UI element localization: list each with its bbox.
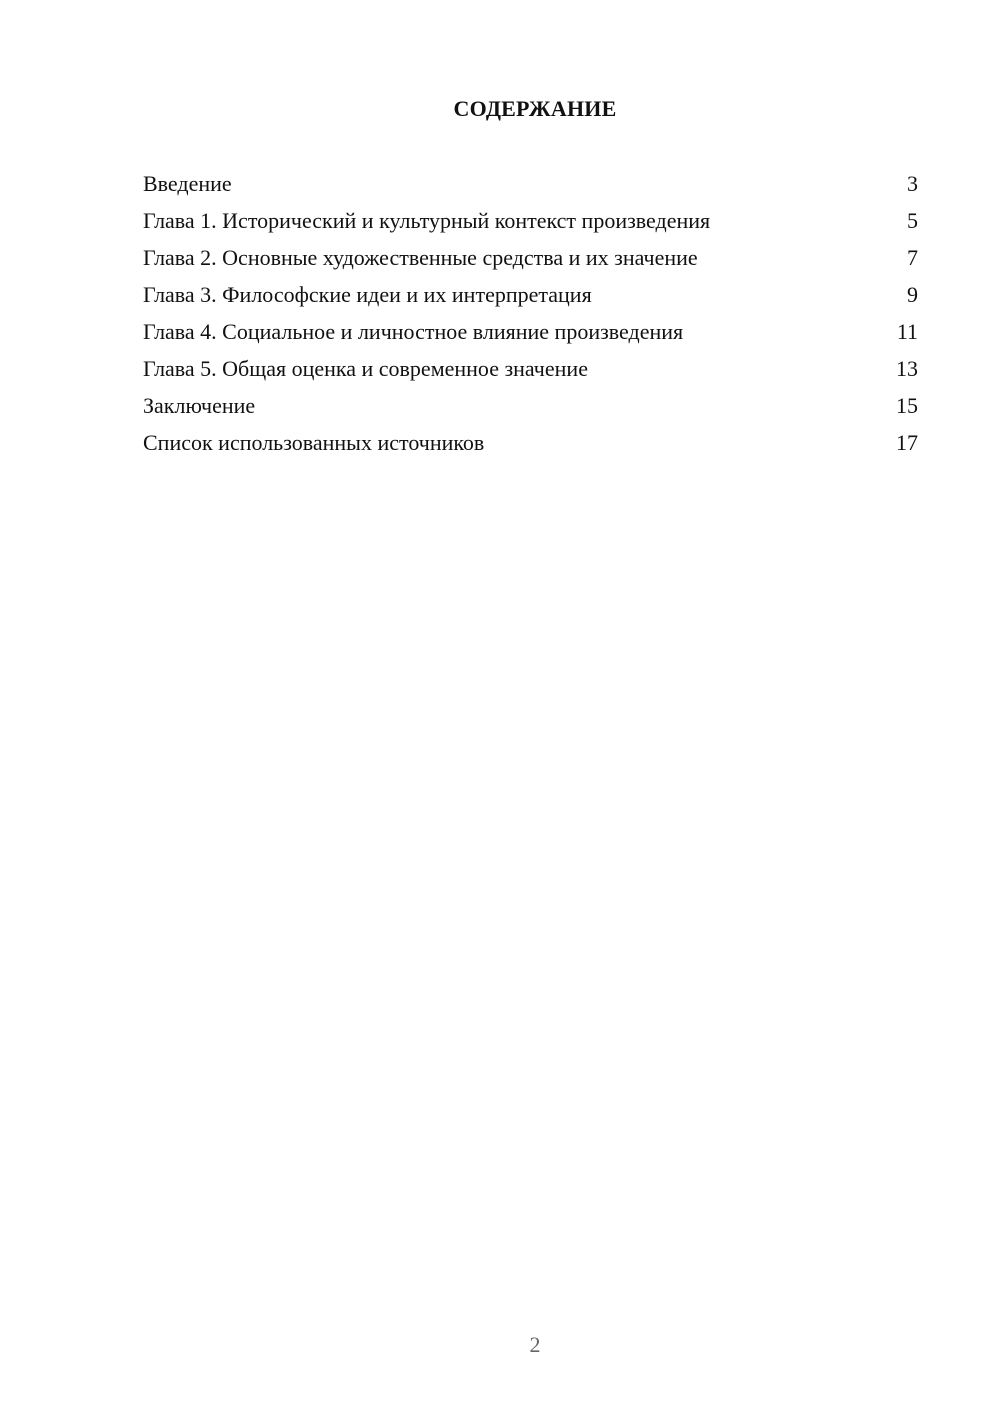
toc-entry-page: 9 bbox=[907, 282, 918, 307]
toc-entry-chapter-4 bbox=[143, 316, 918, 353]
toc-entry-chapter-5 bbox=[143, 353, 918, 390]
toc-entry-page: 15 bbox=[896, 393, 918, 418]
toc-entry-page: 11 bbox=[896, 319, 918, 344]
toc-entry-label: Глава 4. Социальное и личностное влияние произведения bbox=[143, 319, 684, 344]
toc-entry-chapter-1 bbox=[143, 205, 918, 242]
toc-entry-label: Введение bbox=[143, 171, 232, 196]
toc-entry-label: Глава 3. Философские идеи и их интерпретация bbox=[143, 282, 592, 307]
toc-entry-chapter-2 bbox=[143, 242, 918, 279]
toc-entry-label: Глава 2. Основные художественные средства и их значение bbox=[143, 245, 698, 270]
toc-title: СОДЕРЖАНИЕ bbox=[453, 96, 617, 121]
toc-entry-page: 5 bbox=[907, 208, 918, 233]
table-of-contents bbox=[143, 168, 918, 464]
toc-entry-conclusion bbox=[143, 390, 918, 427]
toc-entry-introduction bbox=[143, 168, 918, 205]
toc-entry-page: 13 bbox=[896, 356, 918, 381]
toc-entry-page: 17 bbox=[896, 430, 918, 455]
toc-entry-chapter-3 bbox=[143, 279, 918, 316]
toc-entry-label: Список использованных источников bbox=[143, 430, 485, 455]
toc-entry-page: 3 bbox=[907, 171, 918, 196]
toc-entry-references bbox=[143, 427, 918, 464]
toc-entry-label: Заключение bbox=[143, 393, 256, 418]
toc-entry-label: Глава 5. Общая оценка и современное значение bbox=[143, 356, 588, 381]
page-number: 2 bbox=[529, 1332, 541, 1357]
toc-entry-page: 7 bbox=[907, 245, 918, 270]
toc-entry-label: Глава 1. Исторический и культурный контекст произведения bbox=[143, 208, 711, 233]
